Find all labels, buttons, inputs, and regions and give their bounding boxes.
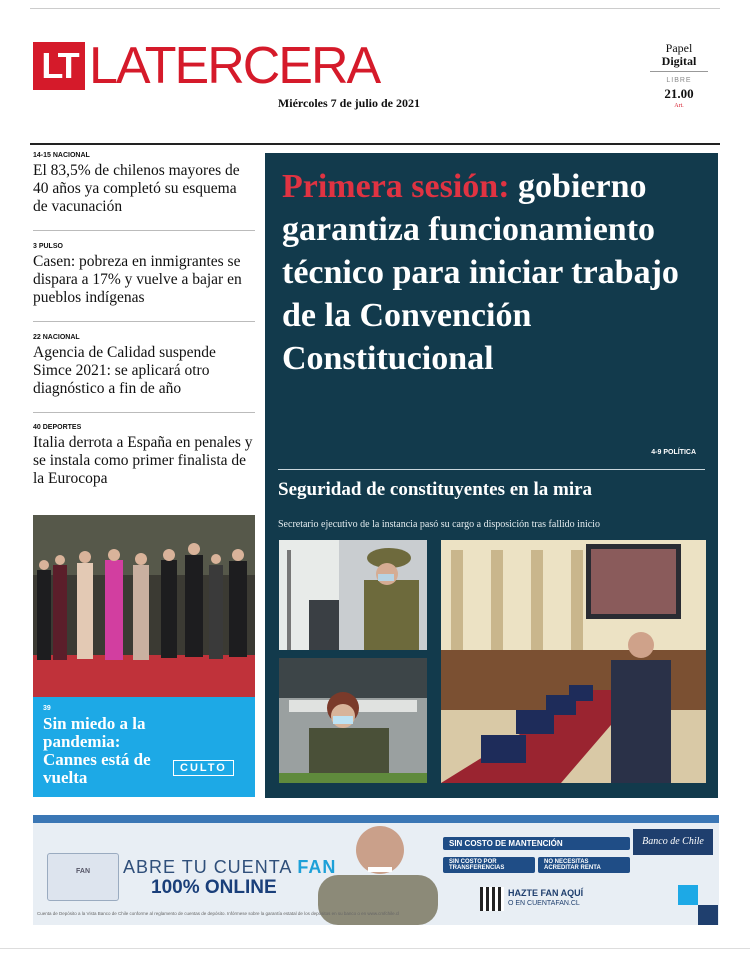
ad-pill-main: SIN COSTO DE MANTENCIÓN bbox=[443, 837, 630, 850]
lead-story-panel[interactable] bbox=[265, 153, 718, 798]
cannes-page-number: 39 bbox=[43, 705, 51, 712]
lead-divider bbox=[278, 469, 705, 470]
culto-section-label: CULTO bbox=[173, 760, 234, 776]
top-rule bbox=[30, 8, 720, 9]
bottom-rule bbox=[0, 948, 750, 949]
convention-hall-photo[interactable] bbox=[441, 540, 706, 783]
papel-ref: Art. bbox=[674, 103, 684, 109]
papel-line2: Digital bbox=[661, 54, 697, 68]
lead-headline bbox=[282, 165, 712, 380]
brief-kicker: 14-15 NACIONAL bbox=[33, 152, 90, 159]
card-label: FAN bbox=[76, 868, 90, 875]
ad-headline-a: ABRE TU CUENTA bbox=[123, 857, 298, 877]
papel-line1: Papel bbox=[665, 41, 693, 55]
ad-cta[interactable]: HAZTE FAN AQUÍ bbox=[508, 888, 584, 898]
brief-item[interactable] bbox=[33, 152, 255, 231]
ad-man-photo bbox=[298, 815, 448, 925]
brief-item[interactable] bbox=[33, 334, 255, 413]
ad-deco-square bbox=[698, 905, 718, 925]
ad-pill-a: SIN COSTO POR TRANSFERENCIAS bbox=[443, 857, 535, 873]
bank-advertisement[interactable] bbox=[33, 815, 719, 925]
ad-pill-b: NO NECESITAS ACREDITAR RENTA bbox=[538, 857, 630, 873]
brief-kicker: 3 PULSO bbox=[33, 243, 63, 250]
bank-logo: Banco de Chile bbox=[633, 829, 713, 855]
constituent-photo[interactable] bbox=[279, 658, 427, 783]
brief-headline: Italia derrota a España en penales y se instala como primer finalista de la Eurocopa bbox=[33, 434, 253, 487]
masthead-logo[interactable] bbox=[33, 37, 380, 95]
logo-mark: LT bbox=[33, 42, 85, 90]
lead-headline-white: gobierno garantiza funcionamiento técnico para iniciar trabajo de la Convención Constitucional bbox=[282, 168, 679, 377]
ad-subheadline: 100% ONLINE bbox=[151, 877, 277, 898]
lead-subhead: Seguridad de constituyentes en la mira bbox=[278, 479, 593, 500]
brief-item[interactable] bbox=[33, 424, 255, 502]
brief-kicker: 22 NACIONAL bbox=[33, 334, 80, 341]
lead-section-tag: 4-9 POLÍTICA bbox=[651, 449, 696, 456]
papel-label: LIBRE bbox=[650, 71, 708, 87]
ad-deco-square bbox=[678, 885, 698, 905]
carabinero-photo[interactable] bbox=[279, 540, 427, 650]
brief-headline: Casen: pobreza en inmigrantes se dispara a 17% y vuelve a bajar en pueblos indígenas bbox=[33, 253, 242, 306]
masthead-rule bbox=[30, 143, 720, 145]
cannes-teaser[interactable] bbox=[33, 697, 255, 797]
ad-cta-url[interactable]: O EN CUENTAFAN.CL bbox=[508, 900, 580, 907]
lead-dek: Secretario ejecutivo de la instancia pasó su cargo a disposición tras fallido inicio bbox=[278, 519, 600, 530]
bank-card-image bbox=[47, 853, 119, 901]
cannes-headline: Sin miedo a la pandemia: Cannes está de vuelta bbox=[43, 714, 151, 787]
ad-headline-b: FAN bbox=[297, 857, 337, 877]
lead-headline-red: Primera sesión: bbox=[282, 168, 510, 205]
brief-headline: El 83,5% de chilenos mayores de 40 años ya completó su esquema de vacunación bbox=[33, 162, 240, 215]
brief-headline: Agencia de Calidad suspende Simce 2021: se aplicará otro diagnóstico a fin de año bbox=[33, 344, 216, 397]
cannes-red-carpet-photo[interactable] bbox=[33, 515, 255, 697]
brief-item[interactable] bbox=[33, 243, 255, 322]
ad-fine-print: Cuenta de Depósito a la Vista Banco de Chile conforme al reglamento de cuentas de depósito. Infórmese sobre la garantía estatal de los depósitos en su banco o en www.cmfchile.cl bbox=[37, 911, 400, 916]
papel-digital-badge[interactable] bbox=[650, 42, 708, 113]
brief-kicker: 40 DEPORTES bbox=[33, 424, 82, 431]
logo-text: LATERCERA bbox=[89, 37, 380, 95]
qr-code-icon[interactable] bbox=[480, 887, 504, 911]
papel-price: 21.00 bbox=[664, 86, 694, 101]
edition-date: Miércoles 7 de julio de 2021 bbox=[277, 96, 420, 110]
